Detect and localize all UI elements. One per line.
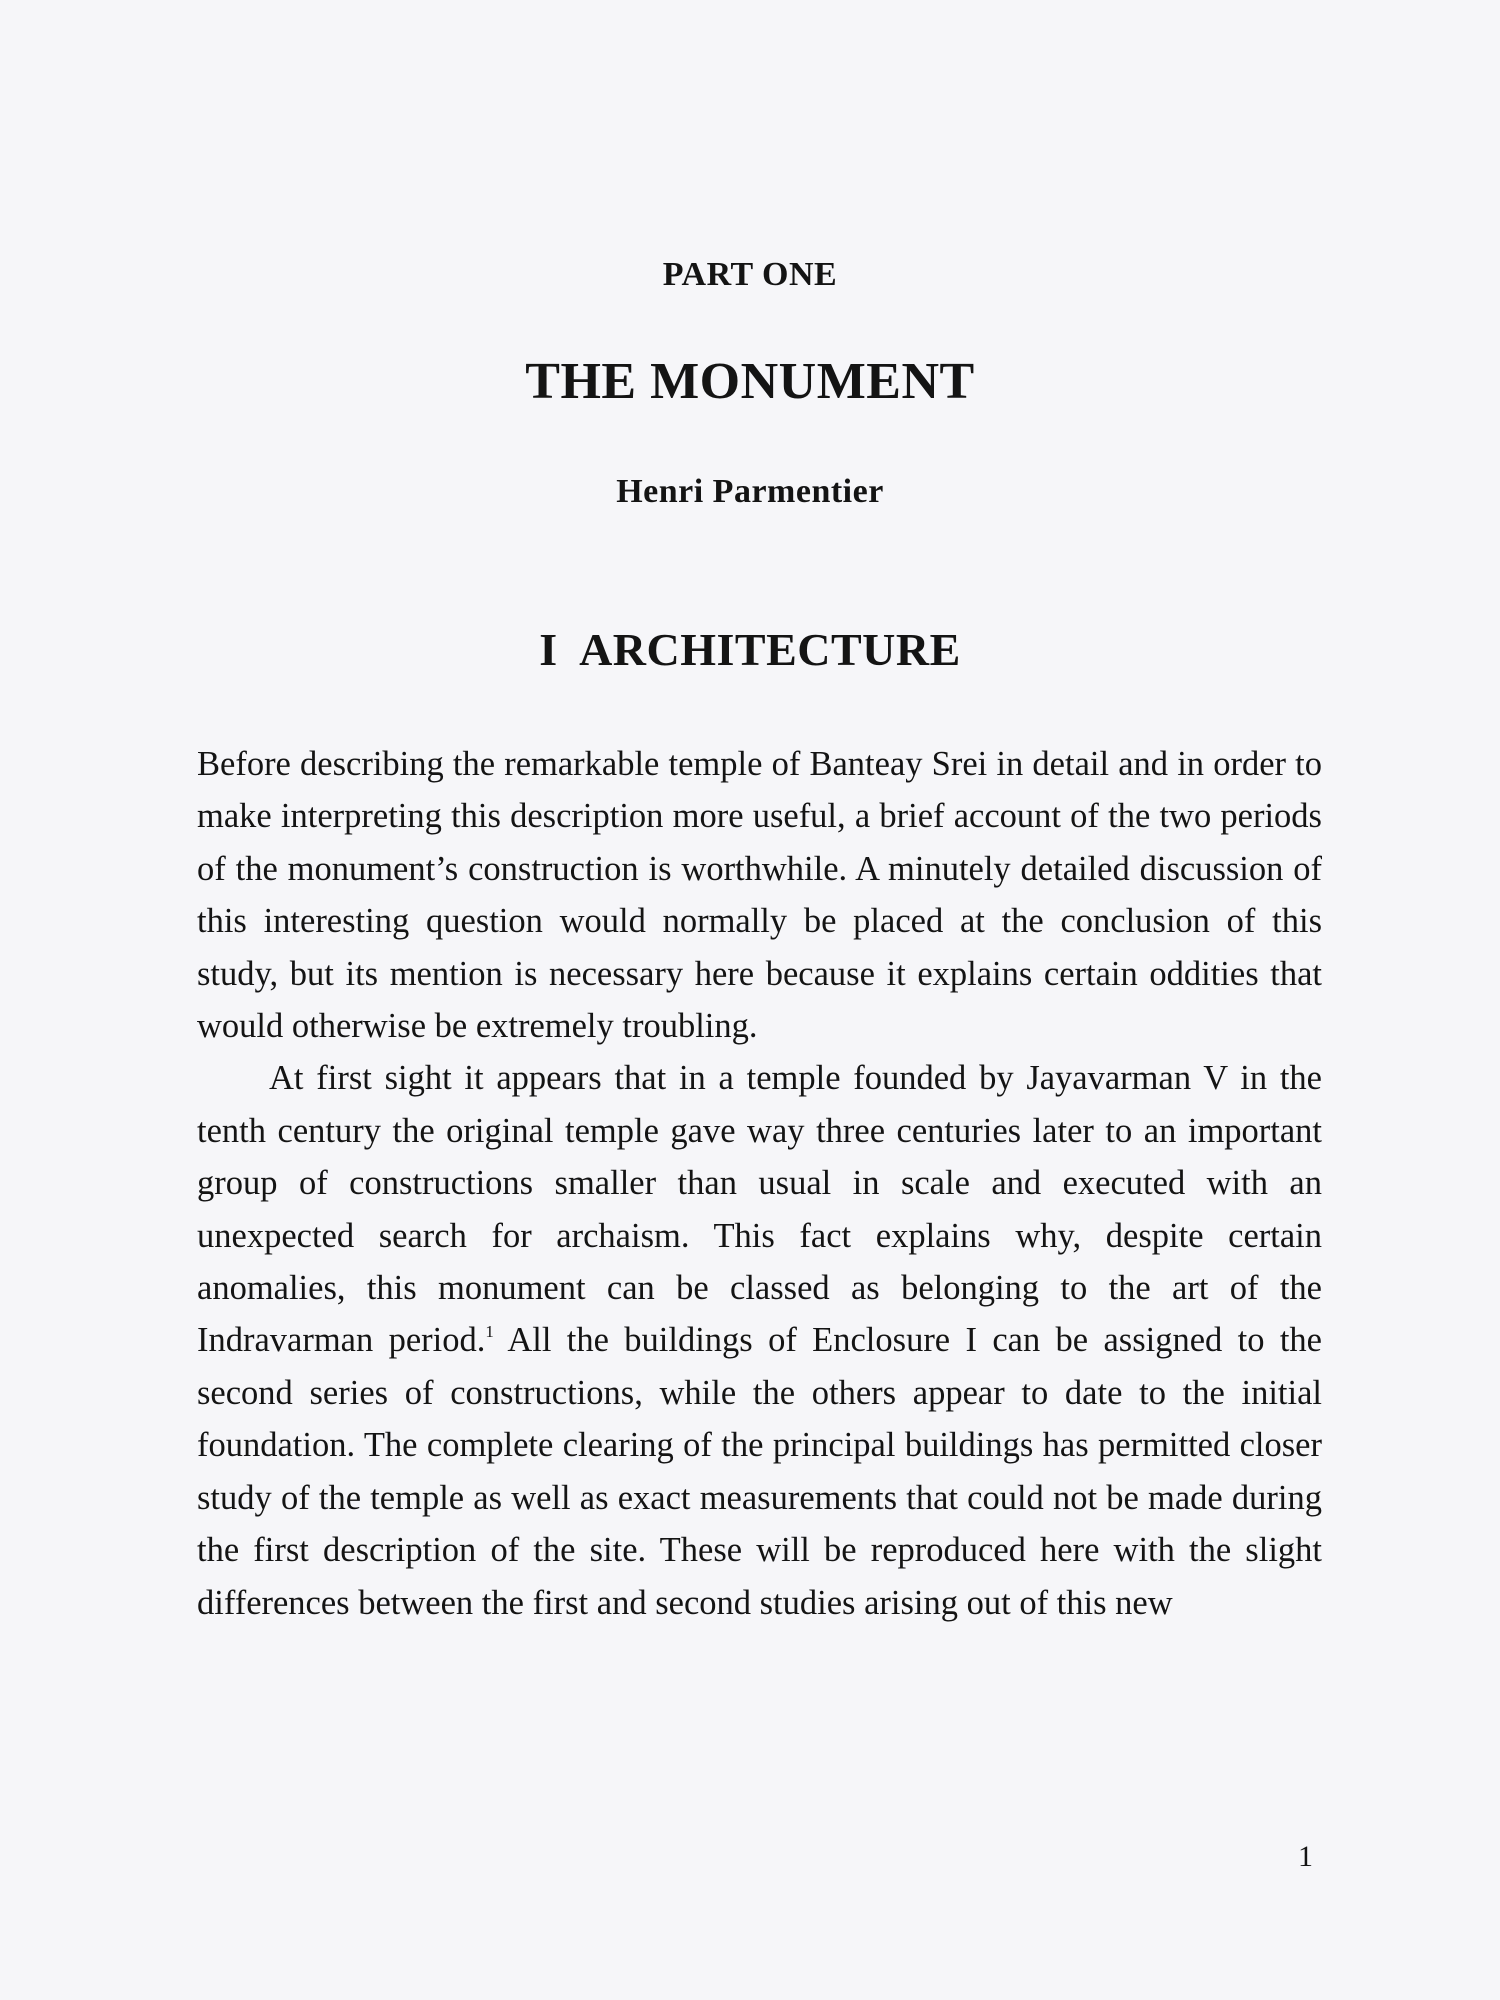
- paragraph-2: [197, 1052, 1322, 1628]
- paragraph-1: Before describing the remarkable temple of Banteay Srei in detail and in order to make interpreting this description more useful, a brief account of the two periods of the monument’s construction is worthwhile. A minutely detailed discussion of this interesting question would normally be placed at the conclusion of this study, but its mention is necessary here because it explains certain oddities that would otherwise be extremely troubling.: [197, 745, 1322, 1046]
- paragraph-2-part-2: All the buildings of Enclosure I can be assigned to the second series of constructions, while the others appear to date to the initial foundation. The complete clearing of the principal buildings has permitted closer study of the temple as well as exact measurements that could not be made during the first description of the site. These will be reproduced here with the slight differences between the first and second studies arising out of this new: [197, 1321, 1322, 1622]
- paragraph-2-part-1: At first sight it appears that in a temple founded by Jayavarman V in the tenth century the original temple gave way three centuries later to an important group of constructions smaller than usual in scale and executed with an unexpected search for archaism. This fact explains why, despite certain anomalies, this monument can be classed as belonging to the art of the Indravarman period.: [197, 1059, 1322, 1360]
- part-label: PART ONE: [662, 256, 838, 293]
- chapter-title: I ARCHITECTURE: [539, 624, 961, 675]
- footnote-reference: 1: [485, 1322, 494, 1342]
- body-text: [197, 738, 1322, 1629]
- part-title: THE MONUMENT: [525, 353, 975, 410]
- page-number: 1: [1298, 1840, 1313, 1873]
- author-name: Henri Parmentier: [616, 473, 884, 510]
